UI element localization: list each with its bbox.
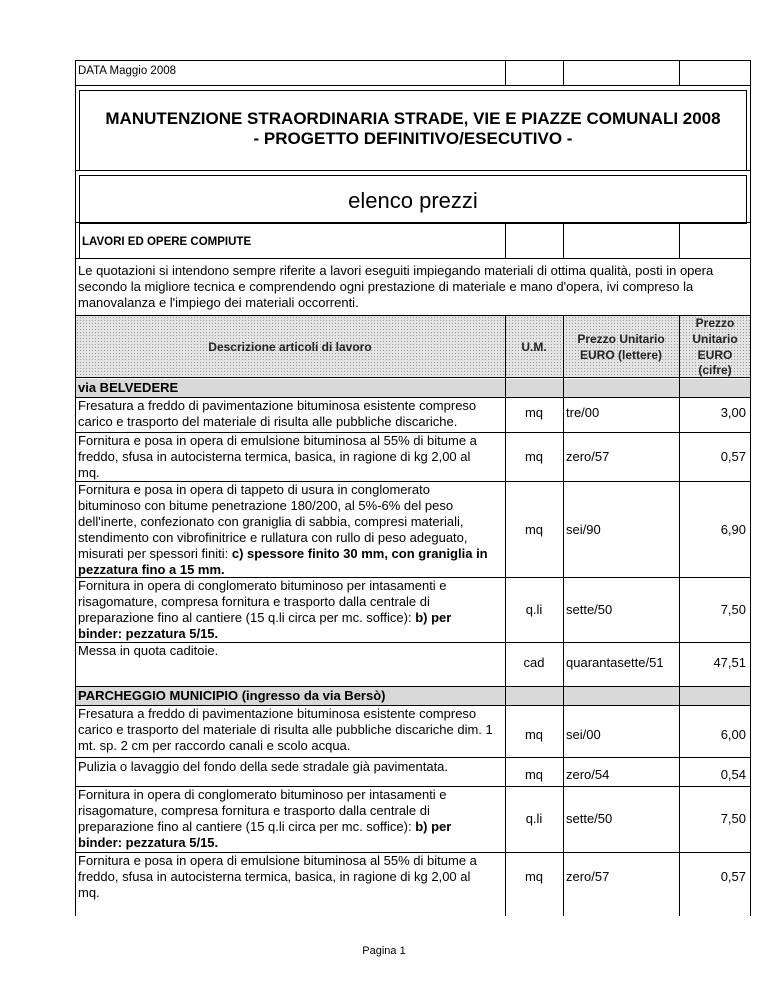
column-header-price-figures: Unitario xyxy=(692,332,738,346)
group-title: PARCHEGGIO MUNICIPIO (ingresso da via Bersò) xyxy=(78,688,386,703)
item-um: mq xyxy=(524,405,544,420)
item-price-words: zero/57 xyxy=(566,869,610,884)
item-price-figures: 7,50 xyxy=(720,811,746,826)
page-title: MANUTENZIONE STRAORDINARIA STRADE, VIE E PIAZZE COMUNALI 2008 xyxy=(105,109,721,128)
item-price-words: zero/57 xyxy=(566,449,610,464)
date-row xyxy=(75,60,751,86)
item-price-figures: 6,00 xyxy=(720,727,746,742)
item-price-words: quarantasette/51 xyxy=(566,655,664,670)
item-price-words: zero/54 xyxy=(566,767,610,782)
group-title: via BELVEDERE xyxy=(78,380,179,395)
item-um: cad xyxy=(523,655,545,670)
item-price-words: sei/00 xyxy=(566,727,601,742)
item-description: Fornitura e posa in opera di tappeto di usura in conglomerato bituminoso con bitume penetrazione 180/200, al 5%-6% del peso dell'inerte, confezionato con graniglia di sabbia, compresi materiali, stendimento con vibrofinitrice e rullatura con rullo di peso adeguato, misurati per spessori finiti: c) spessore finito 30 mm, con graniglia in pezzatura fino a 15 mm. xyxy=(78,482,488,577)
item-price-figures: 0,57 xyxy=(720,869,746,884)
item-description: Fornitura e posa in opera di emulsione bituminosa al 55% di bitume a freddo, sfusa in autocisterna termica, basica, in ragione di kg 2,00 al mq. xyxy=(78,433,477,480)
item-um: mq xyxy=(524,522,544,537)
item-description: Fornitura e posa in opera di emulsione bituminosa al 55% di bitume a freddo, sfusa in autocisterna termica, basica, in ragione di kg 2,00 al mq. xyxy=(78,853,477,900)
item-um: mq xyxy=(524,869,544,884)
item-description: Fornitura in opera di conglomerato bituminoso per intasamenti e risagomature, compresa fornitura e trasporto dalla centrale di preparazione fino al cantiere (15 q.li circa per mc. soffice): b) per binder: pezzatura 5/15. xyxy=(78,787,452,850)
column-header-price-figures: (cifre) xyxy=(698,363,732,377)
item-price-figures: 6,90 xyxy=(720,522,746,537)
column-header-um: U.M. xyxy=(521,340,547,354)
intro-line: Le quotazioni si intendono sempre riferite a lavori eseguiti impiegando materiali di ottima qualità, posti in opera xyxy=(78,263,714,278)
item-price-figures: 47,51 xyxy=(713,655,746,670)
item-um: mq xyxy=(524,767,544,782)
item-description: Fresatura a freddo di pavimentazione bituminosa esistente compreso carico e trasporto del materiale di risulta alle pubbliche discariche. xyxy=(78,398,477,429)
column-header-price-figures: EURO xyxy=(697,348,733,362)
item-price-words: sette/50 xyxy=(566,602,613,617)
item-um: mq xyxy=(524,727,544,742)
item-price-figures: 3,00 xyxy=(720,405,746,420)
column-header-price-words: Prezzo Unitario xyxy=(577,332,665,346)
item-price-figures: 7,50 xyxy=(720,602,746,617)
item-price-words: sette/50 xyxy=(566,811,613,826)
item-um: mq xyxy=(524,449,544,464)
item-price-words: sei/90 xyxy=(566,522,601,537)
page-subtitle-phase: - PROGETTO DEFINITIVO/ESECUTIVO - xyxy=(253,129,573,148)
page-number: Pagina 1 xyxy=(362,945,406,957)
item-description: Fresatura a freddo di pavimentazione bituminosa esistente compreso carico e trasporto del materiale di risulta alle pubbliche discariche dim. 1 mt. sp. 2 cm per raccordo canali e scolo acqua. xyxy=(78,706,493,753)
item-um: q.li xyxy=(525,602,543,617)
column-header-price-words: EURO (lettere) xyxy=(579,348,662,362)
column-header-description: Descrizione articoli di lavoro xyxy=(208,340,372,354)
item-description: Fornitura in opera di conglomerato bituminoso per intasamenti e risagomature, compresa fornitura e trasporto dalla centrale di preparazione fino al cantiere (15 q.li circa per mc. soffice): b) per binder: pezzatura 5/15. xyxy=(78,578,452,641)
item-description: Pulizia o lavaggio del fondo della sede stradale già pavimentata. xyxy=(78,759,449,774)
item-price-figures: 0,54 xyxy=(720,767,746,782)
intro-line: secondo la migliore tecnica e comprendendo ogni prestazione di materiale e mano d'opera, ivi compreso la xyxy=(78,279,694,294)
document-date: DATA Maggio 2008 xyxy=(78,65,177,77)
item-um: q.li xyxy=(525,811,543,826)
item-price-figures: 0,57 xyxy=(720,449,746,464)
section-heading: LAVORI ED OPERE COMPIUTE xyxy=(82,236,252,248)
document-heading: elenco prezzi xyxy=(348,188,478,213)
item-description: Messa in quota caditoie. xyxy=(78,643,219,658)
intro-line: manovalanza e l'impiego dei materiali occorrenti. xyxy=(78,295,359,310)
item-price-words: tre/00 xyxy=(566,405,600,420)
column-header-price-figures: Prezzo xyxy=(695,316,735,330)
